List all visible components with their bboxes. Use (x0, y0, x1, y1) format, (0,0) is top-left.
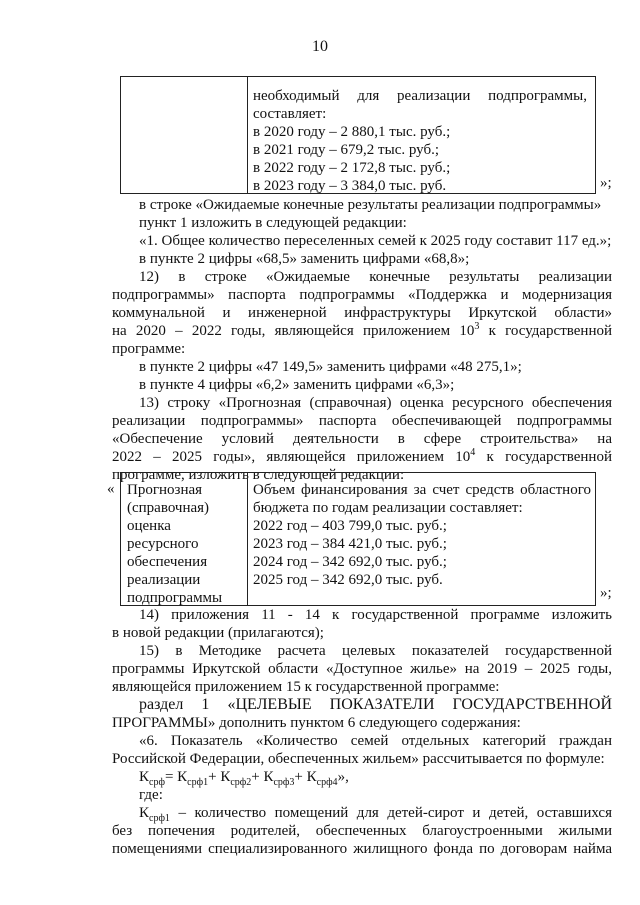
opening-quote: « (107, 481, 115, 497)
table-line: составляет: (253, 106, 327, 122)
paragraph-line: 2022 – 2025 годы», являющейся приложением $10^4$ к государственной (112, 447, 612, 465)
value-line: бюджета по годам реализации составляет: (253, 500, 523, 516)
formula-block (112, 768, 612, 804)
label-line: (справочная) (127, 500, 210, 516)
resource-label-cell (127, 481, 243, 607)
paragraph-line: коммунальной и инженерной инфраструктуры Иркутской области» (112, 305, 612, 321)
label-line: Прогнозная (127, 482, 203, 498)
paragraph-line: на 2020 – 2022 годы, являющейся приложением $10^3$ к государственной (112, 321, 612, 339)
paragraph-line: пункт 1 изложить в следующей редакции: (139, 215, 407, 231)
table-divider (247, 77, 248, 193)
value-line: 2023 год – 384 421,0 тыс. руб.; (253, 536, 447, 552)
paragraph-line: в новой редакции (прилагаются); (112, 625, 324, 641)
paragraph-line: $К_{срф1}$ – количество помещений для детей-сирот и детей, оставшихся (139, 805, 612, 824)
value-line: Объем финансирования за счет средств областного (253, 482, 591, 498)
paragraph-line: подпрограммы» паспорта подпрограммы «Поддержка и модернизация (112, 287, 612, 303)
paragraph-line: программе, изложить в следующей редакции: (112, 467, 405, 483)
label-line: подпрограммы (127, 590, 223, 606)
paragraph-line: в пункте 2 цифры «68,5» заменить цифрами «68,8»; (139, 251, 470, 267)
table-line: в 2022 году – 2 172,8 тыс. руб.; (253, 160, 451, 176)
paragraph-line: «Обеспечение условий деятельности в сфере строительства» на (112, 431, 612, 447)
paragraph-line: ПРОГРАММЫ» дополнить пунктом 6 следующего содержания: (112, 715, 521, 731)
paragraph-line: 14) приложения 11 - 14 к государственной программе изложить (139, 607, 612, 623)
paragraph-line: являющейся приложением 15 к государственной программе: (112, 679, 500, 695)
funding-cell (253, 87, 587, 195)
paragraph-line: «6. Показатель «Количество семей отдельных категорий граждан (139, 733, 612, 749)
item-13 (112, 394, 612, 484)
label-line: ресурсного (127, 536, 199, 552)
label-line: реализации (127, 572, 201, 588)
item-12 (112, 268, 612, 358)
resource-table (120, 472, 596, 606)
paragraph-line: в пункте 2 цифры «47 149,5» заменить цифрами «48 275,1»; (139, 359, 522, 375)
paragraph-line: 15) в Методике расчета целевых показателей государственной (139, 643, 612, 659)
paragraph-line: помещениями специализированного жилищного фонда по договорам найма (112, 841, 612, 857)
paragraph-line: реализации подпрограммы» паспорта обеспечивающей подпрограммы (112, 413, 612, 429)
value-line: 2025 год – 342 692,0 тыс. руб. (253, 572, 443, 588)
value-line: 2024 год – 342 692,0 тыс. руб.; (253, 554, 447, 570)
text-block-1 (112, 196, 612, 268)
item-14 (112, 606, 612, 642)
paragraph-line: раздел 1 «ЦЕЛЕВЫЕ ПОКАЗАТЕЛИ ГОСУДАРСТВЕННОЙ (139, 696, 612, 713)
table-line: необходимый для реализации подпрограммы, (253, 88, 587, 104)
resource-value-cell (253, 481, 591, 589)
page-number: 10 (312, 38, 328, 55)
label-line: оценка (127, 518, 171, 534)
text-block-2 (112, 358, 612, 394)
paragraph-line: «1. Общее количество переселенных семей к 2025 году составит 117 ед.»; (139, 233, 612, 249)
paragraph-line: в строке «Ожидаемые конечные результаты реализации подпрограммы» (139, 197, 602, 213)
paragraph-line: без попечения родителей, обеспеченных благоустроенными жилыми (112, 823, 612, 839)
paragraph-line: Российской Федерации, обеспеченных жильем» рассчитывается по формуле: (112, 751, 605, 767)
funding-table-top (120, 76, 596, 194)
table-divider (247, 473, 248, 605)
closing-quote: »; (600, 175, 612, 191)
closing-quote: »; (600, 585, 612, 601)
label-line: обеспечения (127, 554, 208, 570)
where-label: где: (139, 787, 163, 803)
paragraph-line: программы Иркутской области «Доступное жилье» на 2019 – 2025 годы, (112, 661, 612, 677)
item-15 (112, 642, 612, 768)
table-line: в 2023 году – 3 384,0 тыс. руб. (253, 178, 447, 194)
definition-block (112, 804, 612, 858)
paragraph-line: 13) строку «Прогнозная (справочная) оценка ресурсного обеспечения (139, 395, 612, 411)
paragraph-line: 12) в строке «Ожидаемые конечные результаты реализации (139, 269, 612, 285)
paragraph-line: в пункте 4 цифры «6,2» заменить цифрами «6,3»; (139, 377, 455, 393)
table-line: в 2020 году – 2 880,1 тыс. руб.; (253, 124, 451, 140)
formula: $К_{срф}= К_{срф1}+ К_{срф2}+ К_{срф3}+ К_{срф4}$», (139, 769, 349, 788)
table-line: в 2021 году – 679,2 тыс. руб.; (253, 142, 440, 158)
value-line: 2022 год – 403 799,0 тыс. руб.; (253, 518, 447, 534)
paragraph-line: программе: (112, 341, 186, 357)
